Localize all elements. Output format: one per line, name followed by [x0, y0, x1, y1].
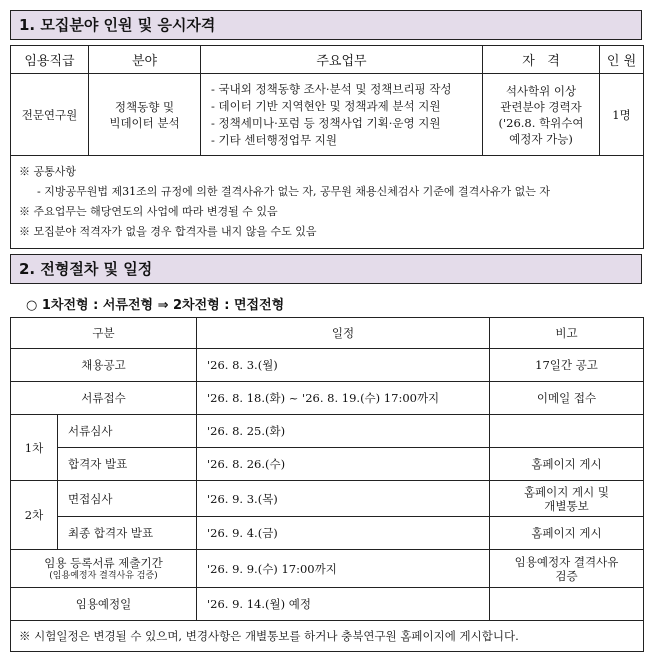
- row-note: 이메일 접수: [490, 382, 644, 415]
- field-line-1: 정책동향 및: [114, 99, 175, 114]
- row-label: 임용예정일: [11, 588, 197, 621]
- qualification-line: ('26.8. 학위수여: [498, 115, 584, 130]
- section-2-title: 2. 전형절차 및 일정: [10, 254, 642, 284]
- schedule-table: [10, 317, 644, 652]
- row-label: 서류심사: [58, 415, 197, 448]
- schedule-row: [11, 349, 644, 382]
- duty-item: - 국내외 정책동향 조사·분석 및 정책브리핑 작성: [211, 81, 452, 96]
- row-date: '26. 8. 26.(수): [197, 448, 490, 481]
- section-1-title: 1. 모집분야 인원 및 응시자격: [10, 10, 642, 40]
- header-schedule: 일정: [197, 318, 490, 349]
- row-date: '26. 8. 3.(월): [197, 349, 490, 382]
- header-qualification: 자 격: [483, 46, 600, 74]
- stage-label: 2차: [11, 481, 58, 550]
- schedule-row: [11, 415, 644, 448]
- schedule-row: [11, 517, 644, 550]
- count-cell: 1명: [600, 74, 644, 156]
- row-note: [490, 588, 644, 621]
- recruitment-table: [10, 45, 644, 249]
- note-line: 개별통보: [544, 498, 589, 513]
- footnote-row: [11, 621, 644, 652]
- qualification-line: 석사학위 이상: [505, 83, 577, 98]
- note-line: 임용예정자 결격사유: [514, 554, 619, 569]
- row-label: 채용공고: [11, 349, 197, 382]
- row-date: '26. 9. 3.(목): [197, 481, 490, 517]
- schedule-row: [11, 550, 644, 588]
- duty-item: - 데이터 기반 지역현안 및 정책과제 분석 지원: [211, 98, 441, 113]
- recruitment-header-row: [11, 46, 644, 74]
- recruitment-row: [11, 74, 644, 156]
- schedule-header-row: [11, 318, 644, 349]
- row-note: [490, 550, 644, 588]
- field-line-2: 빅데이터 분석: [109, 115, 180, 130]
- rank-cell: 전문연구원: [11, 74, 89, 156]
- note-line: ※ 주요업무는 해당연도의 사업에 따라 변경될 수 있음: [19, 205, 278, 218]
- notes-cell: [11, 156, 644, 249]
- stage-label: 1차: [11, 415, 58, 481]
- duty-item: - 정책세미나·포럼 등 정책사업 기획·운영 지원: [211, 115, 441, 130]
- header-count: 인 원: [600, 46, 644, 74]
- schedule-row: [11, 448, 644, 481]
- row-note: [490, 481, 644, 517]
- notes-row: [11, 156, 644, 249]
- row-note: 홈페이지 게시: [490, 517, 644, 550]
- header-rank: 임용직급: [11, 46, 89, 74]
- header-remarks: 비고: [490, 318, 644, 349]
- row-date: '26. 9. 4.(금): [197, 517, 490, 550]
- note-line: 검증: [555, 568, 578, 583]
- qualification-cell: [483, 74, 600, 156]
- field-cell: [89, 74, 201, 156]
- process-subtitle: ○ 1차전형 : 서류전형 ⇒ 2차전형 : 면접전형: [26, 298, 285, 313]
- header-category: 구분: [11, 318, 197, 349]
- row-label-main: 임용 등록서류 제출기간: [44, 555, 163, 570]
- row-label: 면접심사: [58, 481, 197, 517]
- schedule-row: [11, 382, 644, 415]
- row-label: [11, 550, 197, 588]
- row-label: 최종 합격자 발표: [58, 517, 197, 550]
- row-date: '26. 8. 18.(화) ~ '26. 8. 19.(수) 17:00까지: [197, 382, 490, 415]
- row-note: 17일간 공고: [490, 349, 644, 382]
- qualification-line: 관련분야 경력자: [500, 99, 582, 114]
- row-label: 서류접수: [11, 382, 197, 415]
- note-line: ※ 공통사항: [19, 165, 77, 178]
- header-field: 분야: [89, 46, 201, 74]
- row-date: '26. 9. 9.(수) 17:00까지: [197, 550, 490, 588]
- header-duties: 주요업무: [201, 46, 483, 74]
- schedule-row: [11, 481, 644, 517]
- schedule-footnote: ※ 시험일정은 변경될 수 있으며, 변경사항은 개별통보를 하거나 충북연구원 홈페이지에 게시합니다.: [11, 621, 644, 652]
- note-line: 홈페이지 게시 및: [523, 484, 610, 499]
- row-label-sub: (임용예정자 결격사유 검증): [49, 570, 158, 581]
- duty-item: - 기타 센터행정업무 지원: [211, 132, 337, 147]
- note-line: - 지방공무원법 제31조의 규정에 의한 결격사유가 없는 자, 공무원 채용신체검사 기준에 결격사유가 없는 자: [37, 185, 550, 198]
- row-label: 합격자 발표: [58, 448, 197, 481]
- row-note: [490, 415, 644, 448]
- row-date: '26. 9. 14.(월) 예정: [197, 588, 490, 621]
- duties-cell: [201, 74, 483, 156]
- schedule-row: [11, 588, 644, 621]
- row-date: '26. 8. 25.(화): [197, 415, 490, 448]
- qualification-line: 예정자 가능): [509, 131, 573, 146]
- note-line: ※ 모집분야 적격자가 없을 경우 합격자를 내지 않을 수도 있음: [19, 225, 317, 238]
- row-note: 홈페이지 게시: [490, 448, 644, 481]
